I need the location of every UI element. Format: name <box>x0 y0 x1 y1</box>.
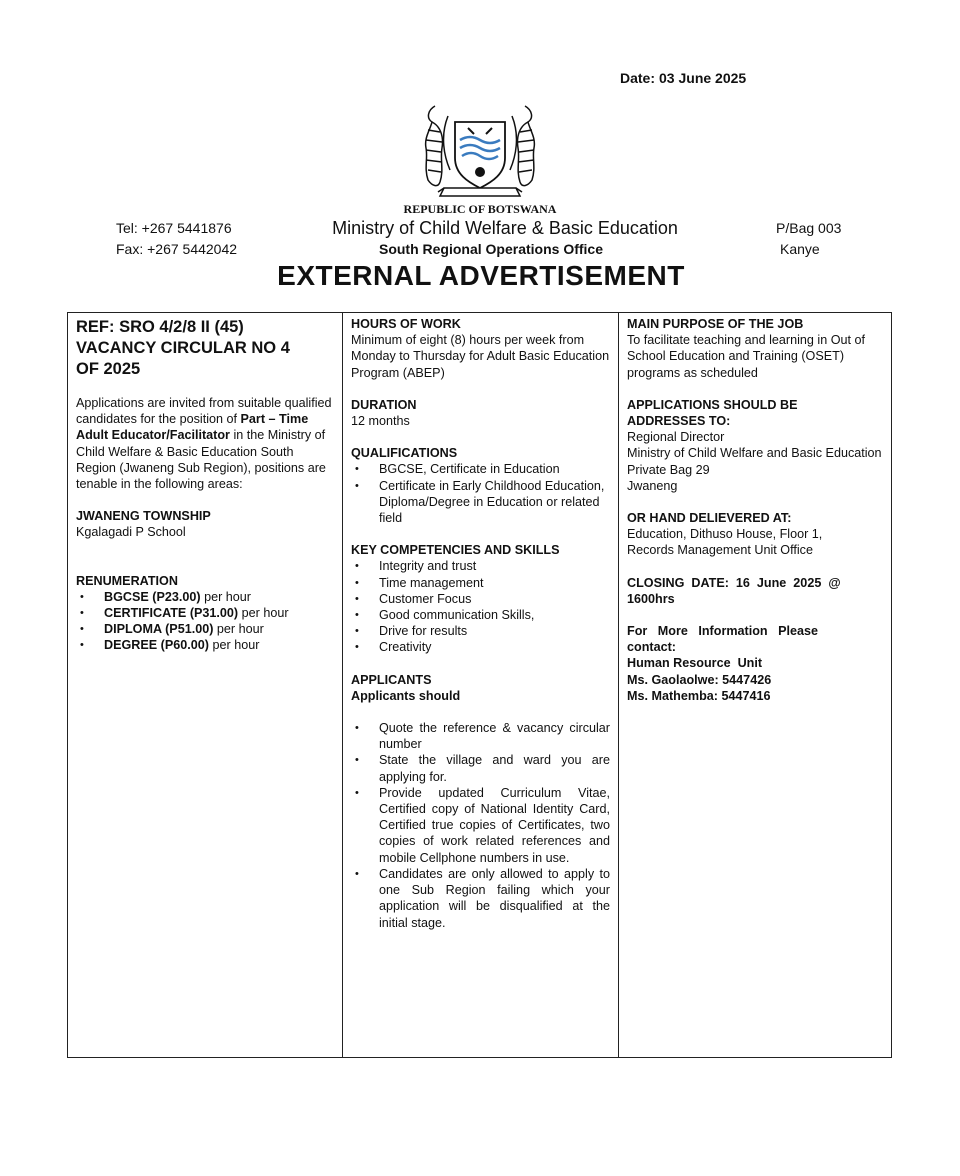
list-item: • Certificate in Early Childhood Education, Diploma/Degree in Education or related field <box>351 478 610 527</box>
list-item: • Good communication Skills, <box>351 607 610 623</box>
postal-town: Kanye <box>780 241 820 257</box>
fax: Fax: +267 5442042 <box>116 241 238 257</box>
list-item: • Provide updated Curriculum Vitae, Certified copy of National Identity Card, Certified true copies of Certificates, two copies of work related references and mobile Cellphone numbers in use. <box>351 785 610 866</box>
list-item <box>76 605 334 621</box>
hours-title: HOURS OF WORK <box>351 317 461 331</box>
list-item: • Integrity and trust <box>351 558 610 574</box>
office-name: South Regional Operations Office <box>378 241 604 257</box>
ministry-name: Ministry of Child Welfare & Basic Education <box>332 218 678 238</box>
spacer <box>76 492 334 508</box>
advert-table <box>67 312 892 1058</box>
list-item <box>76 621 334 637</box>
spacer <box>351 381 610 397</box>
qualifications-list <box>351 461 610 526</box>
spacer <box>627 381 883 397</box>
address-line: Regional Director <box>627 430 725 445</box>
date-label: Date: <box>620 70 656 86</box>
intro-paragraph <box>76 395 334 492</box>
intro-text-b: in the Ministry of Child Welfare & Basic Education South Region (Jwaneng Sub Region), positions are tenable in the following areas: <box>76 428 326 492</box>
column-left <box>68 313 343 1057</box>
list-item: • Creativity <box>351 639 610 655</box>
republic-label: REPUBLIC OF BOTSWANA <box>403 202 557 216</box>
remuneration-list <box>76 589 334 654</box>
list-item: • Quote the reference & vacancy circular number <box>351 720 610 752</box>
spacer <box>351 429 610 445</box>
intro-text-a: Applications are invited from suitable qualified candidates for the position of <box>76 396 332 427</box>
spacer <box>351 526 610 542</box>
info-line-2: contact: <box>627 640 676 655</box>
spacer <box>627 607 883 623</box>
address-title-2: ADDRESSES TO: <box>627 414 731 429</box>
address-title-1: APPLICATIONS SHOULD BE <box>627 397 798 412</box>
pay-unit: per hour <box>204 589 252 604</box>
closing-date-line-1: CLOSING DATE: 16 June 2025 @ <box>627 575 841 590</box>
address-line: Jwaneng <box>627 478 678 493</box>
column-middle <box>343 313 619 1057</box>
hand-delivery-title: OR HAND DELIEVERED AT: <box>627 511 792 526</box>
date-line <box>620 70 746 86</box>
coat-of-arms-icon <box>410 96 550 206</box>
applicants-list <box>351 720 610 931</box>
hand-delivery-line: Education, Dithuso House, Floor 1, <box>627 527 823 542</box>
info-line-1: For More Information Please <box>627 624 819 639</box>
qualifications-title: QUALIFICATIONS <box>351 446 458 461</box>
pay-grade: DIPLOMA (P51.00) <box>104 622 214 637</box>
competencies-title: KEY COMPETENCIES AND SKILLS <box>351 543 560 558</box>
pay-grade: DEGREE (P60.00) <box>104 638 209 653</box>
applicants-title: APPLICANTS <box>351 672 432 687</box>
position-title: Part – Time Adult Educator/Facilitator <box>76 412 309 443</box>
address-line: Private Bag 29 <box>627 462 710 477</box>
duration-title: DURATION <box>351 397 417 412</box>
spacer <box>351 656 610 672</box>
competencies-list <box>351 558 610 655</box>
pay-grade: BGCSE (P23.00) <box>104 589 201 604</box>
telephone: Tel: +267 5441876 <box>116 220 232 236</box>
address-line: Ministry of Child Welfare and Basic Education <box>627 446 882 461</box>
spacer <box>627 559 883 575</box>
list-item: • Drive for results <box>351 623 610 639</box>
spacer <box>76 379 334 395</box>
remuneration-title: RENUMERATION <box>76 573 178 588</box>
postal-bag: P/Bag 003 <box>776 220 842 236</box>
list-item: • State the village and ward you are applying for. <box>351 752 610 784</box>
pay-unit: per hour <box>241 606 289 621</box>
purpose-title: MAIN PURPOSE OF THE JOB <box>627 317 804 331</box>
spacer <box>351 704 610 720</box>
list-item: • BGCSE, Certificate in Education <box>351 461 610 477</box>
contact-unit: Human Resource Unit <box>627 656 763 671</box>
contact-person: Ms. Mathemba: 5447416 <box>627 688 771 703</box>
reference-line-3: OF 2025 <box>76 360 141 378</box>
pay-unit: per hour <box>212 638 260 653</box>
reference-line-2: VACANCY CIRCULAR NO 4 <box>76 339 290 357</box>
contact-person: Ms. Gaolaolwe: 5447426 <box>627 672 772 687</box>
list-item: • Time management <box>351 575 610 591</box>
hand-delivery-line: Records Management Unit Office <box>627 543 813 558</box>
spacer <box>76 541 334 573</box>
area-title: JWANENG TOWNSHIP <box>76 509 211 524</box>
purpose-text: To facilitate teaching and learning in Out of School Education and Training (OSET) programs as scheduled <box>627 333 866 380</box>
date-value: 03 June 2025 <box>659 70 747 86</box>
closing-date-line-2: 1600hrs <box>627 591 675 606</box>
applicants-subtitle: Applicants should <box>351 688 461 703</box>
pay-unit: per hour <box>216 622 264 637</box>
duration-text: 12 months <box>351 414 410 429</box>
pay-grade: CERTIFICATE (P31.00) <box>104 606 239 621</box>
reference-line-1: REF: SRO 4/2/8 II (45) <box>76 318 244 336</box>
list-item <box>76 637 334 653</box>
column-right <box>619 313 891 1057</box>
hours-text: Minimum of eight (8) hours per week from Monday to Thursday for Adult Basic Education Program (ABEP) <box>351 333 610 380</box>
spacer <box>627 494 883 510</box>
list-item: • Customer Focus <box>351 591 610 607</box>
area-school: Kgalagadi P School <box>76 525 186 540</box>
list-item <box>76 589 334 605</box>
page-title: EXTERNAL ADVERTISEMENT <box>277 260 685 291</box>
list-item: • Candidates are only allowed to apply to one Sub Region failing which your application will be disqualified at the initial stage. <box>351 866 610 931</box>
